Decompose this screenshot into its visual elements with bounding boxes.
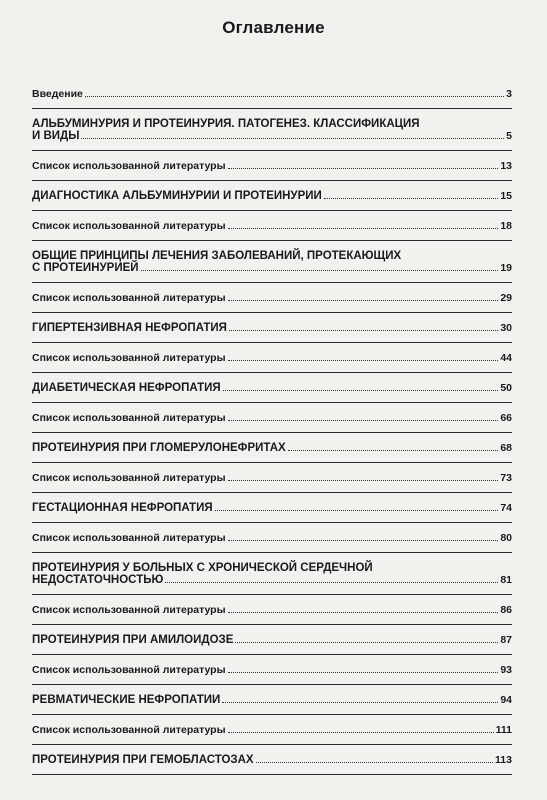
separator-line xyxy=(32,654,512,655)
toc-entry xyxy=(32,292,512,313)
toc-page-number: 15 xyxy=(500,190,512,202)
toc-entry xyxy=(32,322,512,343)
toc-page-number: 5 xyxy=(506,130,512,142)
dot-leader xyxy=(324,197,499,199)
toc-entry-title-line: АЛЬБУМИНУРИЯ И ПРОТЕИНУРИЯ. ПАТОГЕНЕЗ. КЛАССИФИКАЦИЯ xyxy=(32,118,420,130)
separator-line xyxy=(32,522,512,523)
toc-entry xyxy=(32,634,512,655)
dot-leader xyxy=(215,509,499,511)
toc-entry-title: Список использованной литературы xyxy=(32,724,226,736)
dot-leader xyxy=(228,227,499,229)
toc-entry xyxy=(32,502,512,523)
dot-leader xyxy=(223,389,499,391)
separator-line xyxy=(32,240,512,241)
toc-entry-title: Список использованной литературы xyxy=(32,220,226,232)
toc-entry xyxy=(32,160,512,181)
toc-entry xyxy=(32,220,512,241)
separator-line xyxy=(32,210,512,211)
toc-entry-title: ПРОТЕИНУРИЯ ПРИ ГЕМОБЛАСТОЗАХ xyxy=(32,754,254,766)
separator-line xyxy=(32,342,512,343)
toc-page-number: 3 xyxy=(506,88,512,100)
separator-line xyxy=(32,774,512,775)
separator-line xyxy=(32,714,512,715)
dot-leader xyxy=(228,359,499,361)
toc-entry xyxy=(32,442,512,463)
toc-entry-title: Список использованной литературы xyxy=(32,292,226,304)
toc-entry-title: Введение xyxy=(32,88,83,100)
toc-entry-title: С ПРОТЕИНУРИЕЙ xyxy=(32,262,139,274)
toc-entry-title: Список использованной литературы xyxy=(32,532,226,544)
toc-entry-title: Список использованной литературы xyxy=(32,160,226,172)
toc-entry-title: ПРОТЕИНУРИЯ ПРИ ГЛОМЕРУЛОНЕФРИТАХ xyxy=(32,442,286,454)
dot-leader xyxy=(228,419,499,421)
separator-line xyxy=(32,624,512,625)
toc-page-number: 113 xyxy=(495,754,512,766)
toc-entry-title: Список использованной литературы xyxy=(32,412,226,424)
dot-leader xyxy=(228,539,499,541)
toc-entry xyxy=(32,724,512,745)
toc-entry-title: РЕВМАТИЧЕСКИЕ НЕФРОПАТИИ xyxy=(32,694,221,706)
toc-page-number: 68 xyxy=(500,442,512,454)
dot-leader xyxy=(165,581,498,583)
toc-entry xyxy=(32,382,512,403)
separator-line xyxy=(32,108,512,109)
toc-page-number: 66 xyxy=(500,412,512,424)
toc-entry-title: Список использованной литературы xyxy=(32,664,226,676)
dot-leader xyxy=(228,731,494,733)
dot-leader xyxy=(228,299,499,301)
toc-page-number: 93 xyxy=(500,664,512,676)
dot-leader xyxy=(81,137,504,139)
toc-entry xyxy=(32,118,512,151)
dot-leader xyxy=(228,167,499,169)
toc-entry-title-line: ПРОТЕИНУРИЯ У БОЛЬНЫХ С ХРОНИЧЕСКОЙ СЕРДЕЧНОЙ xyxy=(32,562,373,574)
toc-entry-title: Список использованной литературы xyxy=(32,604,226,616)
toc-page-number: 111 xyxy=(495,724,512,736)
toc-page-number: 86 xyxy=(500,604,512,616)
toc-entry xyxy=(32,694,512,715)
separator-line xyxy=(32,180,512,181)
toc-entry-title-line: ОБЩИЕ ПРИНЦИПЫ ЛЕЧЕНИЯ ЗАБОЛЕВАНИЙ, ПРОТЕКАЮЩИХ xyxy=(32,250,402,262)
toc-page-number: 19 xyxy=(500,262,512,274)
toc-page-number: 73 xyxy=(500,472,512,484)
toc-page-number: 44 xyxy=(500,352,512,364)
dot-leader xyxy=(228,671,499,673)
dot-leader xyxy=(141,269,499,271)
toc-entry xyxy=(32,352,512,373)
toc-page-number: 87 xyxy=(500,634,512,646)
dot-leader xyxy=(228,611,499,613)
toc-entry xyxy=(32,88,512,109)
toc-entry-title: ГЕСТАЦИОННАЯ НЕФРОПАТИЯ xyxy=(32,502,213,514)
toc-page-number: 74 xyxy=(500,502,512,514)
separator-line xyxy=(32,684,512,685)
toc-entry xyxy=(32,664,512,685)
separator-line xyxy=(32,312,512,313)
page-title: Оглавление xyxy=(222,18,325,37)
separator-line xyxy=(32,402,512,403)
toc-page-number: 30 xyxy=(500,322,512,334)
dot-leader xyxy=(228,479,499,481)
dot-leader xyxy=(288,449,499,451)
dot-leader xyxy=(85,95,504,97)
toc-entry xyxy=(32,604,512,625)
toc-page-number: 80 xyxy=(500,532,512,544)
separator-line xyxy=(32,744,512,745)
toc-entry-title: И ВИДЫ xyxy=(32,130,80,142)
toc-entry xyxy=(32,754,512,775)
separator-line xyxy=(32,372,512,373)
separator-line xyxy=(32,492,512,493)
toc-entry-title: ПРОТЕИНУРИЯ ПРИ АМИЛОИДОЗЕ xyxy=(32,634,234,646)
toc-page-number: 13 xyxy=(500,160,512,172)
toc-page-number: 81 xyxy=(500,574,512,586)
toc-page-number: 18 xyxy=(500,220,512,232)
separator-line xyxy=(32,150,512,151)
toc-entry xyxy=(32,532,512,553)
toc-entry xyxy=(32,190,512,211)
toc-entry-title: ГИПЕРТЕНЗИВНАЯ НЕФРОПАТИЯ xyxy=(32,322,227,334)
toc-entry-title: ДИАГНОСТИКА АЛЬБУМИНУРИИ И ПРОТЕИНУРИИ xyxy=(32,190,322,202)
toc-entry-title: НЕДОСТАТОЧНОСТЬЮ xyxy=(32,574,164,586)
toc-page-number: 29 xyxy=(500,292,512,304)
toc-list xyxy=(32,88,512,775)
separator-line xyxy=(32,594,512,595)
toc-entry xyxy=(32,472,512,493)
toc-page-number: 94 xyxy=(500,694,512,706)
separator-line xyxy=(32,552,512,553)
toc-entry xyxy=(32,250,512,283)
dot-leader xyxy=(229,329,498,331)
toc-page-number: 50 xyxy=(500,382,512,394)
dot-leader xyxy=(235,641,498,643)
separator-line xyxy=(32,432,512,433)
dot-leader xyxy=(222,701,498,703)
toc-entry xyxy=(32,412,512,433)
toc-entry-title: ДИАБЕТИЧЕСКАЯ НЕФРОПАТИЯ xyxy=(32,382,221,394)
toc-entry-title: Список использованной литературы xyxy=(32,352,226,364)
separator-line xyxy=(32,462,512,463)
toc-entry xyxy=(32,562,512,595)
separator-line xyxy=(32,282,512,283)
toc-entry-title: Список использованной литературы xyxy=(32,472,226,484)
dot-leader xyxy=(256,761,493,763)
